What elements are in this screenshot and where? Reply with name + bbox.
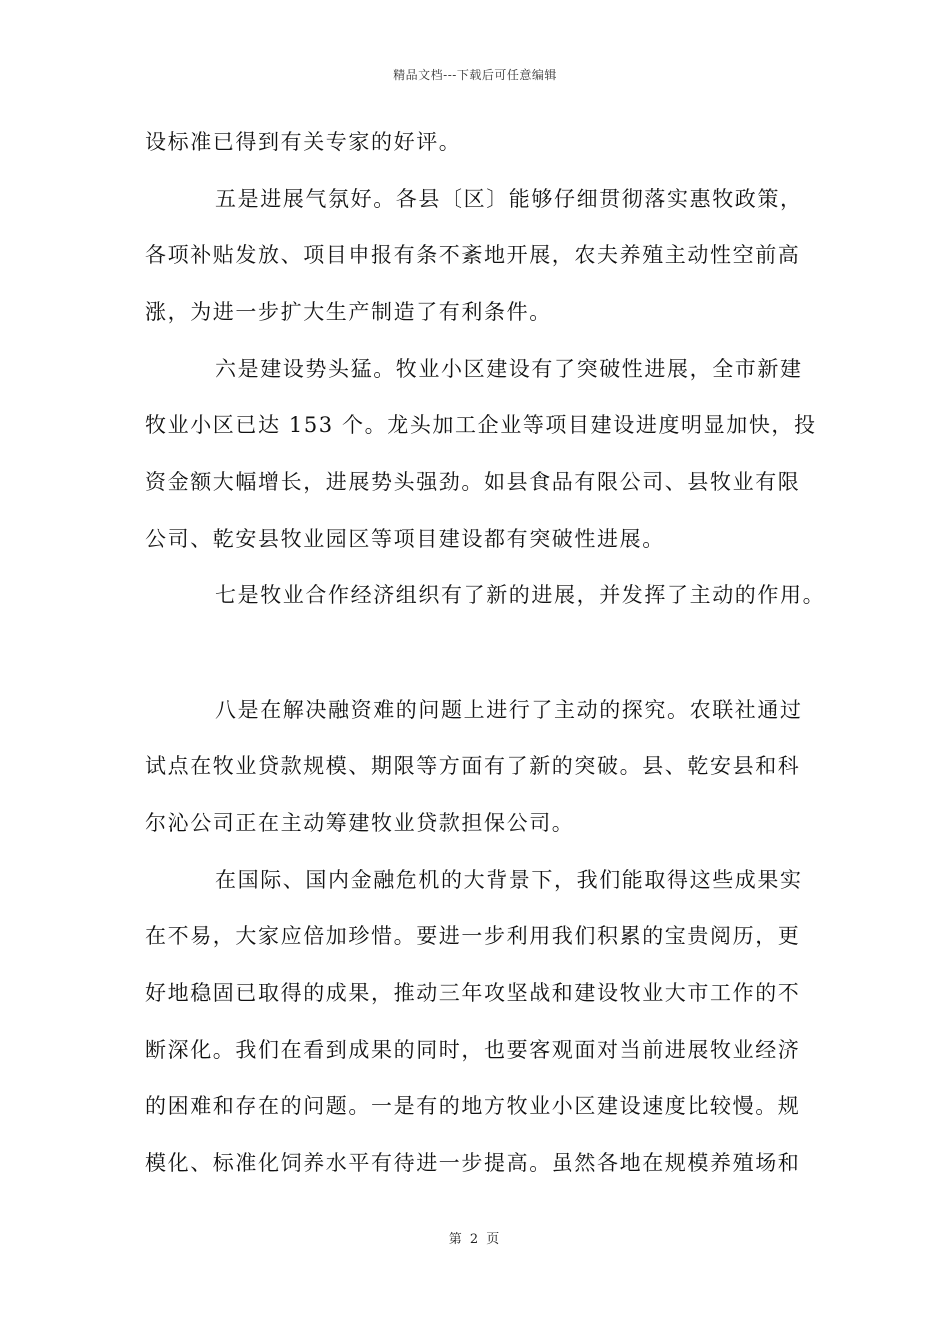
paragraph-first-line: 五是进展气氛好。各县〔区〕能够仔细贯彻落实惠牧政策， <box>215 187 803 211</box>
paragraph-first-line: 在国际、国内金融危机的大背景下，我们能取得这些成果实 <box>215 868 803 892</box>
text-line: 公司、乾安县牧业园区等项目建设都有突破性进展。 <box>145 527 665 551</box>
paragraph-first-line: 六是建设势头猛。牧业小区建设有了突破性进展，全市新建 <box>215 357 803 381</box>
text-line: 各项补贴发放、项目申报有条不紊地开展，农夫养殖主动性空前高 <box>145 243 801 267</box>
text-line: 模化、标准化饲养水平有待进一步提高。虽然各地在规模养殖场和 <box>145 1151 801 1175</box>
text-line: 好地稳固已取得的成果，推动三年攻坚战和建设牧业大市工作的不 <box>145 981 801 1005</box>
text-line: 资金额大幅增长，进展势头强劲。如县食品有限公司、县牧业有限 <box>145 470 801 494</box>
text-line: 在不易，大家应倍加珍惜。要进一步利用我们积累的宝贵阅历，更 <box>145 924 801 948</box>
paragraph-first-line: 八是在解决融资难的问题上进行了主动的探究。农联社通过 <box>215 698 803 722</box>
text-line: 试点在牧业贷款规模、期限等方面有了新的突破。县、乾安县和科 <box>145 754 801 778</box>
page-header: 精品文档---下载后可任意编辑 <box>393 68 557 82</box>
text-line: 断深化。我们在看到成果的同时，也要客观面对当前进展牧业经济 <box>145 1038 801 1062</box>
text-line: 的困难和存在的问题。一是有的地方牧业小区建设速度比较慢。规 <box>145 1094 801 1118</box>
page-number: 第 2 页 <box>448 1232 502 1247</box>
text-line: 尔沁公司正在主动筹建牧业贷款担保公司。 <box>145 811 575 835</box>
text-line: 牧业小区已达 153 个。龙头加工企业等项目建设进度明显加快，投 <box>145 413 817 437</box>
text-line: 涨，为进一步扩大生产制造了有利条件。 <box>145 300 552 324</box>
paragraph-first-line: 七是牧业合作经济组织有了新的进展，并发挥了主动的作用。 <box>215 583 826 607</box>
text-line: 设标准已得到有关专家的好评。 <box>145 130 462 154</box>
